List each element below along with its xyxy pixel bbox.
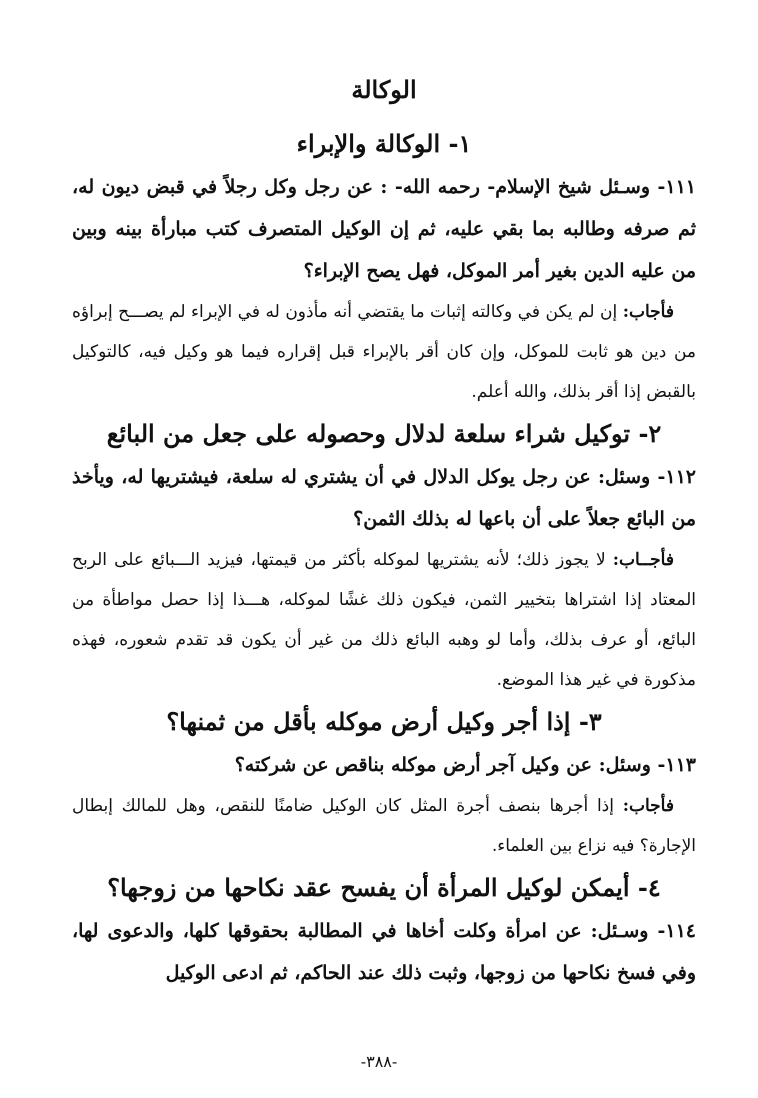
section-title: ١- الوكالة والإبراء — [296, 129, 472, 158]
chapter-title: الوكالة — [351, 75, 417, 104]
page-number: -٣٨٨- — [360, 1052, 398, 1071]
section-4 — [72, 866, 696, 994]
answer-text: لا يجوز ذلك؛ لأنه يشتريها لموكله بأكثر من قيمتها، فيزيد الـــبائع على الربح المعتاد إذا اشتراها بتخيير الثمن، فيكون ذلك غشًا لموكله، هـــذا إذا حصل مواطأة من البائع، أو عرف بذلك، وأما لو وهبه البائع ذلك من غير أن يكون قد تقدم شعوره، فهذه مذكورة في غير هذا الموضع. — [72, 550, 696, 690]
answer-lead: فأجاب: — [622, 302, 674, 322]
answer-lead: فأجــاب: — [612, 550, 674, 570]
answer-paragraph — [72, 540, 696, 700]
answer-paragraph — [72, 786, 696, 866]
question-text: ١١٢- وسئل: عن رجل يوكل الدلال في أن يشتري له سلعة، فيشتريها له، ويأخذ من البائع جعلاً على أن باعها له بذلك الثمن؟ — [72, 466, 696, 530]
section-title: ٣- إذا أجر وكيل أرض موكله بأقل من ثمنها؟ — [166, 707, 602, 736]
section-title: ٢- توكيل شراء سلعة لدلال وحصوله على جعل من البائع — [106, 419, 662, 448]
question-text: ١١٣- وسئل: عن وكيل آجر أرض موكله بناقص عن شركته؟ — [234, 754, 696, 776]
section-title: ٤- أيمكن لوكيل المرأة أن يفسح عقد نكاحها من زوجها؟ — [107, 873, 661, 902]
answer-lead: فأجاب: — [622, 796, 674, 816]
question-text: ١١١- وسـئل شيخ الإسلام- رحمه الله- : عن رجل وكل رجلاً في قبض ديون له، ثم صرفه وطالبه بما بقي عليه، ثم إن الوكيل المتصرف كتب مبارأة بينه وبين من عليه الدين بغير أمر الموكل، فهل يصح الإبراء؟ — [72, 176, 696, 282]
answer-text: إن لم يكن في وكالته إثبات ما يقتضي أنه مأذون له في الإبراء لم يصـــح إبراؤه من دين هو ثابت للموكل، وإن كان أقر بالإبراء قبل إقراره فيما هو وكيل فيه، كالتوكيل بالقبض إذا أقر بذلك، والله أعلم. — [72, 302, 696, 402]
page-body — [72, 70, 696, 994]
section-3 — [72, 700, 696, 866]
section-2 — [72, 412, 696, 700]
answer-paragraph — [72, 292, 696, 412]
section-1 — [72, 122, 696, 412]
question-text: ١١٤- وسـئل: عن امرأة وكلت أخاها في المطالبة بحقوقها كلها، والدعوى لها، وفي فسخ نكاحها من زوجها، وثبت ذلك عند الحاكم، ثم ادعى الوكيل — [72, 920, 696, 984]
answer-text: إذا أجرها بنصف أجرة المثل كان الوكيل ضامنًا للنقص، وهل للمالك إبطال الإجارة؟ فيه نزاع بين العلماء. — [72, 796, 696, 856]
